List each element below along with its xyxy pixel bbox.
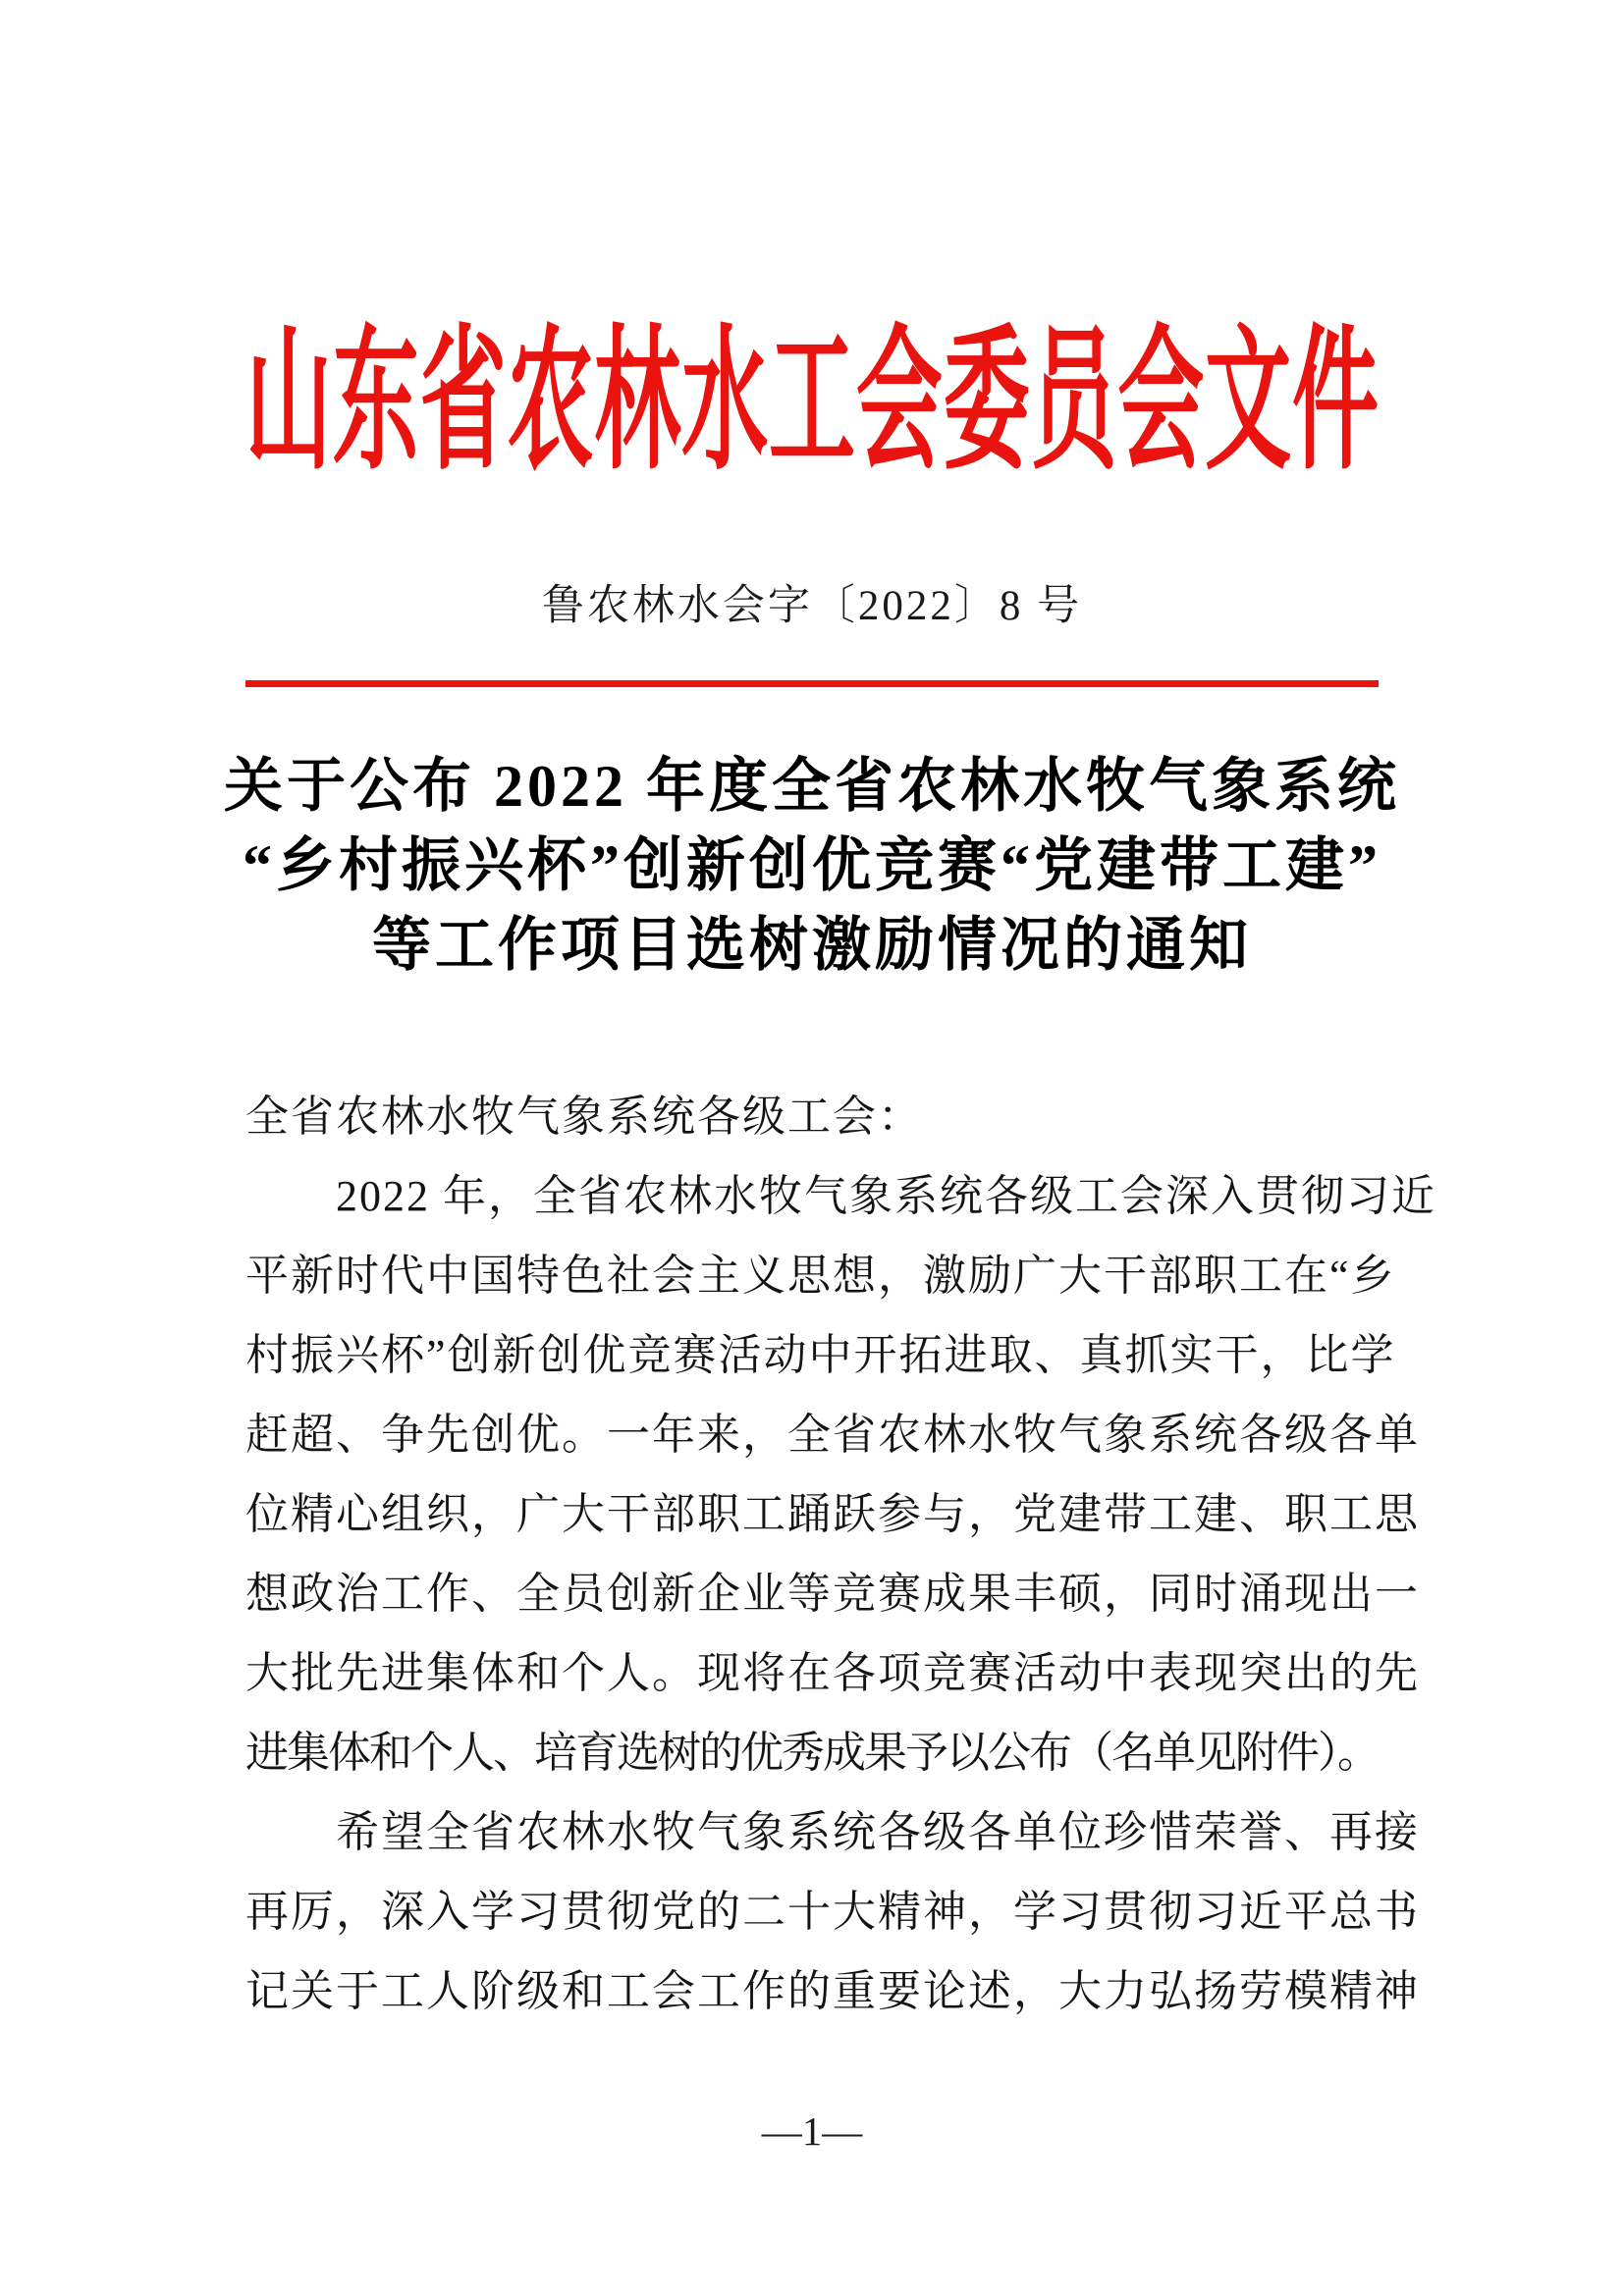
body-line: 2022 年，全省农林水牧气象系统各级工会深入贯彻习近 [336, 1172, 1436, 1220]
salutation-line: 全省农林水牧气象系统各级工会： [245, 1093, 923, 1141]
body-line: 赶超、争先创优。一年来，全省农林水牧气象系统各级各单 [245, 1411, 1420, 1459]
body-line: 进集体和个人、培育选树的优秀成果予以公布（名单见附件）。 [245, 1729, 1379, 1777]
letterhead-org-title: 山东省农林水工会委员会文件 [245, 318, 1379, 490]
body-line: 希望全省农林水牧气象系统各级各单位珍惜荣誉、再接 [336, 1808, 1420, 1856]
body-text [245, 1077, 1436, 2031]
body-line: 记关于工人阶级和工会工作的重要论述，大力弘扬劳模精神 [245, 1967, 1420, 2015]
notice-title-line-3: 等工作项目选树激励情况的通知 [372, 913, 1252, 978]
document-number: 鲁农林水会字〔2022〕8 号 [541, 583, 1083, 629]
body-line: 位精心组织，广大干部职工踊跃参与，党建带工建、职工思 [245, 1490, 1420, 1538]
body-line: 想政治工作、全员创新企业等竞赛成果丰硕，同时涌现出一 [245, 1570, 1420, 1618]
body-line: 村振兴杯”创新创优竞赛活动中开拓进取、真抓实干，比学 [245, 1331, 1396, 1379]
body-line: 大批先进集体和个人。现将在各项竞赛活动中表现突出的先 [245, 1649, 1420, 1697]
notice-title-line-1: 关于公布 2022 年度全省农林水牧气象系统 [224, 754, 1400, 819]
body-line: 平新时代中国特色社会主义思想，激励广大干部职工在“乡 [245, 1252, 1396, 1300]
notice-title-line-2: “乡村振兴杯”创新创优竞赛“党建带工建” [243, 833, 1381, 898]
body-line: 再厉，深入学习贯彻党的二十大精神，学习贯彻习近平总书 [245, 1888, 1420, 1936]
notice-title [221, 747, 1403, 986]
page-number: —1— [761, 2109, 863, 2154]
red-separator-rule [245, 680, 1379, 687]
